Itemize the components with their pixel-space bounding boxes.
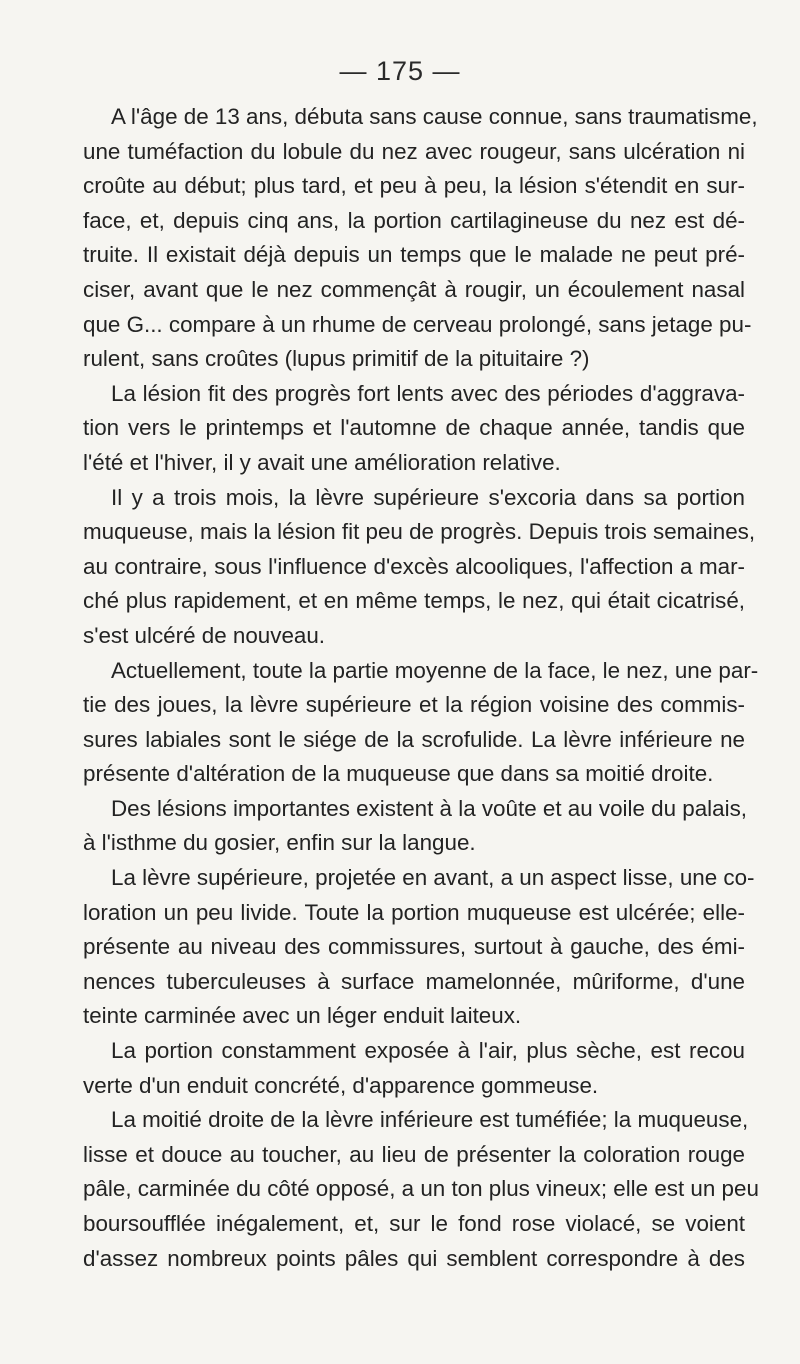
text-line: ché plus rapidement, et en même temps, le nez, qui était cicatrisé,: [83, 588, 745, 614]
text-line: présente d'altération de la muqueuse que dans sa moitié droite.: [83, 761, 714, 787]
text-line: une tuméfaction du lobule du nez avec rougeur, sans ulcération ni: [83, 138, 745, 164]
text-line: nences tuberculeuses à surface mamelonnée, mûriforme, d'une: [83, 968, 745, 994]
text-line: croûte au début; plus tard, et peu à peu, la lésion s'étendit en sur-: [83, 173, 745, 199]
text-line: Il y a trois mois, la lèvre supérieure s'excoria dans sa portion: [111, 484, 745, 510]
text-line: truite. Il existait déjà depuis un temps que le malade ne peut pré-: [83, 242, 745, 268]
text-line: s'est ulcéré de nouveau.: [83, 622, 326, 648]
paragraph: [55, 861, 755, 1034]
text-line: l'été et l'hiver, il y avait une amélioration relative.: [83, 449, 561, 475]
text-line: à l'isthme du gosier, enfin sur la langue.: [83, 830, 476, 856]
paragraph: [55, 1034, 745, 1103]
text-line: d'assez nombreux points pâles qui semblent correspondre à des: [83, 1245, 745, 1271]
paragraph: [55, 481, 756, 654]
text-line: verte d'un enduit concrété, d'apparence gommeuse.: [83, 1072, 599, 1098]
text-line: au contraire, sous l'influence d'excès alcooliques, l'affection a mar-: [83, 553, 745, 579]
text-line: sures labiales sont le siége de la scrofulide. La lèvre inférieure ne: [83, 726, 745, 752]
paragraph: [55, 792, 748, 861]
text-line: rulent, sans croûtes (lupus primitif de la pituitaire ?): [83, 346, 590, 372]
paragraph: [55, 654, 759, 792]
text-line: La portion constamment exposée à l'air, plus sèche, est recou: [111, 1038, 745, 1064]
text-line: lisse et douce au toucher, au lieu de présenter la coloration rouge: [83, 1141, 745, 1167]
text-line: loration un peu livide. Toute la portion muqueuse est ulcérée; elle-: [83, 899, 745, 925]
paragraph: [55, 1103, 759, 1276]
page-number: — 175 —: [339, 56, 461, 86]
text-line: présente au niveau des commissures, surtout à gauche, des émi-: [83, 934, 745, 960]
body-text: [55, 100, 759, 1276]
text-line: Actuellement, toute la partie moyenne de la face, le nez, une par-: [111, 657, 759, 683]
paragraph: [55, 100, 758, 377]
text-line: La moitié droite de la lèvre inférieure est tuméfiée; la muqueuse,: [111, 1107, 749, 1133]
text-line: tie des joues, la lèvre supérieure et la région voisine des commis-: [83, 692, 745, 718]
text-line: La lèvre supérieure, projetée en avant, a un aspect lisse, une co-: [111, 865, 755, 891]
text-line: A l'âge de 13 ans, débuta sans cause connue, sans traumatisme,: [111, 104, 758, 129]
text-line: Des lésions importantes existent à la voûte et au voile du palais,: [111, 795, 748, 821]
text-line: que G... compare à un rhume de cerveau prolongé, sans jetage pu-: [83, 311, 752, 337]
text-line: teinte carminée avec un léger enduit laiteux.: [83, 1003, 522, 1029]
text-line: face, et, depuis cinq ans, la portion cartilagineuse du nez est dé-: [83, 207, 745, 233]
paragraph: [55, 377, 745, 481]
text-line: muqueuse, mais la lésion fit peu de progrès. Depuis trois semaines,: [83, 519, 756, 545]
text-line: pâle, carminée du côté opposé, a un ton plus vineux; elle est un peu: [83, 1176, 759, 1202]
text-line: La lésion fit des progrès fort lents avec des périodes d'aggrava-: [111, 380, 745, 406]
text-line: ciser, avant que le nez commençât à rougir, un écoulement nasal: [83, 276, 745, 302]
text-line: boursoufflée inégalement, et, sur le fond rose violacé, se voient: [83, 1211, 745, 1236]
text-line: tion vers le printemps et l'automne de chaque année, tandis que: [83, 415, 745, 441]
